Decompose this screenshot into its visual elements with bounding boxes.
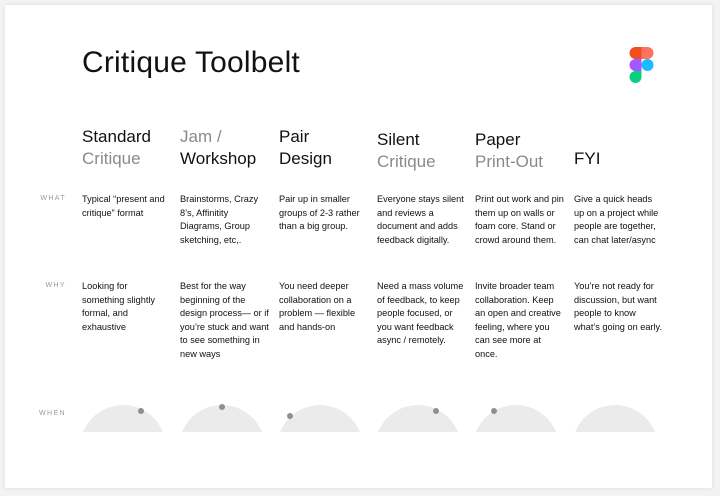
- cell-what-silent-critique: Everyone stays silent and reviews a document and adds feedback digitally.: [377, 194, 464, 245]
- cell-why-jam-workshop: Best for the way beginning of the design process— or if you’re stuck and want to see something in new ways: [180, 281, 269, 359]
- cell-what-paper-print-out: Print out work and pin them up on walls or foam core. Stand or crowd around them.: [475, 194, 564, 245]
- dial-indicator-dot: [491, 408, 497, 414]
- cell-why-silent-critique: Need a mass volume of feedback, to keep people focused, or you want feedback async / remotely.: [377, 281, 464, 345]
- dial-arc: [473, 405, 559, 432]
- figma-logo-icon: [629, 47, 654, 83]
- dial-arc: [375, 405, 461, 432]
- when-dial-standard-critique: [80, 398, 170, 432]
- when-dial-fyi: [572, 398, 662, 432]
- dial-indicator-dot: [287, 413, 293, 419]
- row-label-what: WHAT: [40, 195, 66, 202]
- column-header-line1: Standard: [82, 127, 151, 146]
- column-header-fyi: [574, 148, 600, 170]
- dial-arc: [80, 405, 166, 432]
- when-dial-paper-print-out: [473, 398, 563, 432]
- when-dial-silent-critique: [375, 398, 465, 432]
- cell-why-paper-print-out: Invite broader team collaboration. Keep an open and creative feeling, where you can see more at once.: [475, 281, 561, 359]
- page-title: Critique Toolbelt: [82, 46, 300, 79]
- cell-what-pair-design: Pair up in smaller groups of 2-3 rather than a big group.: [279, 194, 360, 231]
- column-header-line1: Paper: [475, 130, 521, 149]
- dial-indicator-dot: [219, 404, 225, 410]
- column-header-line2: Design: [279, 149, 332, 168]
- column-header-line2: Critique: [377, 152, 436, 171]
- when-dial-pair-design: [277, 398, 367, 432]
- dial-indicator-dot: [433, 408, 439, 414]
- cell-what-jam-workshop: Brainstorms, Crazy 8’s, Affinitity Diagrams, Group sketching, etc,.: [180, 194, 259, 245]
- column-header-standard-critique: [82, 126, 151, 170]
- column-header-line2: Workshop: [180, 149, 257, 168]
- column-header-line1: Pair: [279, 127, 310, 146]
- cell-what-standard-critique: Typical “present and critique” format: [82, 194, 165, 218]
- column-header-line1: FYI: [574, 149, 601, 168]
- column-header-paper-print-out: [475, 129, 543, 173]
- cell-what-fyi: Give a quick heads up on a project while people are together, can chat later/async: [574, 194, 659, 245]
- column-header-silent-critique: [377, 129, 436, 173]
- column-header-line1: Silent: [377, 130, 420, 149]
- row-label-when: WHEN: [39, 410, 66, 417]
- row-label-why: WHY: [45, 282, 66, 289]
- column-header-line2: Print-Out: [475, 152, 544, 171]
- cell-why-fyi: You’re not ready for discussion, but want people to know what’s going on early.: [574, 281, 663, 332]
- column-header-jam-workshop: [180, 126, 256, 170]
- column-header-line2: Critique: [82, 149, 141, 168]
- cell-why-pair-design: You need deeper collaboration on a problem — flexible and hands-on: [279, 281, 356, 332]
- cell-why-standard-critique: Looking for something slightly formal, and exhaustive: [82, 281, 156, 332]
- column-header-pair-design: [279, 126, 332, 170]
- dial-arc: [572, 405, 658, 432]
- column-header-line1: Jam /: [180, 127, 222, 146]
- when-dial-jam-workshop: [179, 398, 269, 432]
- dial-indicator-dot: [138, 408, 144, 414]
